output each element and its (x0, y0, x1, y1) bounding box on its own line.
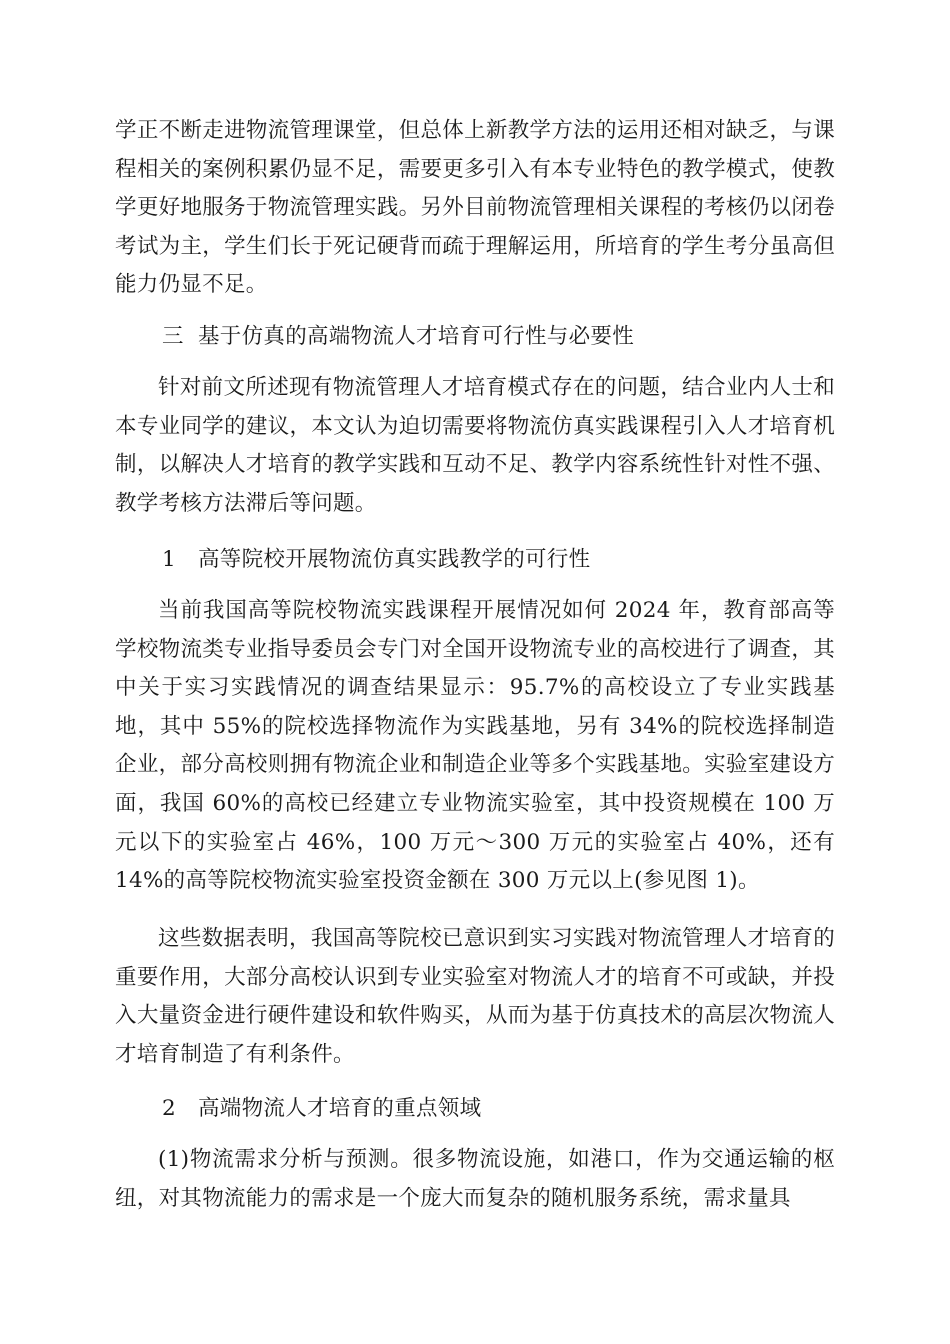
subsection-heading-1 (162, 541, 590, 580)
section-number: 三 (162, 324, 184, 349)
paragraph-demand-analysis: (1)物流需求分析与预测。很多物流设施，如港口，作为交通运输的枢纽，对其物流能力的需求是一个庞大而复杂的随机服务系统，需求量具 (115, 1147, 835, 1211)
subsection-heading-2 (162, 1090, 481, 1129)
section-heading-three (162, 318, 634, 357)
subsection-title: 高等院校开展物流仿真实践教学的可行性 (198, 547, 591, 572)
paragraph-problem-summary: 针对前文所述现有物流管理人才培育模式存在的问题，结合业内人士和本专业同学的建议，本文认为迫切需要将物流仿真实践课程引入人才培育机制，以解决人才培育的教学实践和互动不足、教学内容系统性针对性不强、教学考核方法滞后等问题。 (115, 375, 835, 516)
subsection-number: 2 (162, 1096, 176, 1121)
paragraph-teaching-methods: 学正不断走进物流管理课堂，但总体上新教学方法的运用还相对缺乏，与课程相关的案例积累仍显不足，需要更多引入有本专业特色的教学模式，使教学更好地服务于物流管理实践。另外目前物流管理相关课程的考核仍以闭卷考试为主，学生们长于死记硬背而疏于理解运用，所培育的学生考分虽高但能力仍显不足。 (115, 118, 835, 298)
subsection-title: 高端物流人才培育的重点领域 (198, 1096, 482, 1121)
paragraph-survey-statistics: 当前我国高等院校物流实践课程开展情况如何 2024 年，教育部高等学校物流类专业指导委员会专门对全国开设物流专业的高校进行了调查，其中关于实习实践情况的调查结果显示：95.7%的高校设立了专业实践基地，其中 55%的院校选择物流作为实践基地，另有 34%的院校选择制造企业，部分高校则拥有物流企业和制造企业等多个实践基地。实验室建设方面，我国 60%的高校已经建立专业物流实验室，其中投资规模在 100 万元以下的实验室占 46%，100 万元～300 万元的实验室占 40%，还有 14%的高等院校物流实验室投资金额在 300 万元以上(参见图 1)。 (115, 598, 835, 894)
paragraph-data-conclusion: 这些数据表明，我国高等院校已意识到实习实践对物流管理人才培育的重要作用，大部分高校认识到专业实验室对物流人才的培育不可或缺，并投入大量资金进行硬件建设和软件购买，从而为基于仿真技术的高层次物流人才培育制造了有利条件。 (115, 926, 835, 1067)
subsection-number: 1 (162, 547, 176, 572)
section-title: 基于仿真的高端物流人才培育可行性与必要性 (198, 324, 635, 349)
